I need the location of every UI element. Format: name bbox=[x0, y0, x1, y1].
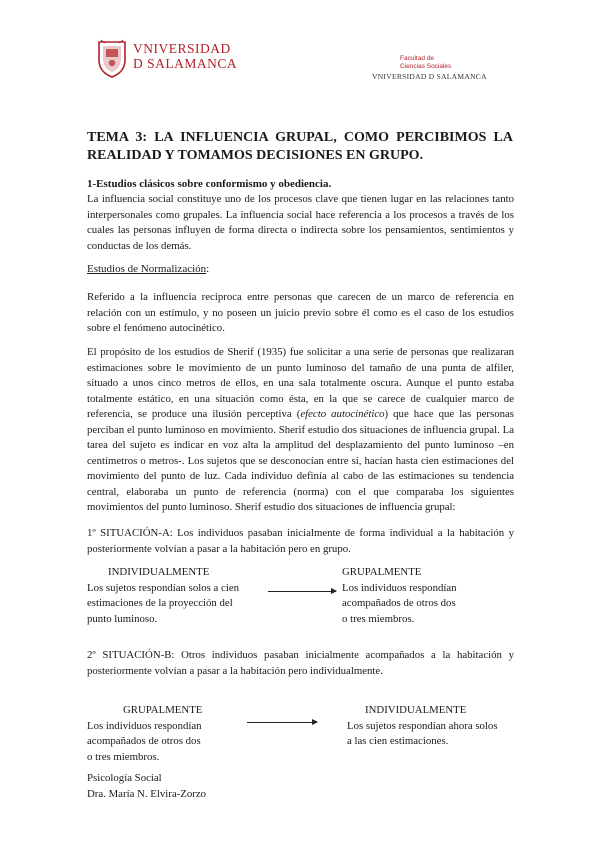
situation-a-right-line1: Los individuos respondían bbox=[342, 581, 457, 594]
arrow-right-icon bbox=[268, 591, 336, 592]
situation-b-text: 2º SITUACIÓN-B: Otros individuos pasaban inicialmente acompañados a la habitación y posteriormente volvían a pasar a la habitación pero individualmente. bbox=[87, 649, 514, 677]
footer bbox=[87, 771, 206, 802]
paragraph-influence: La influencia social constituye uno de los procesos clave que tienen lugar en las relaciones tanto interpersonales como grupales. La influencia social hace referencia a los procesos a través de los cuales las personas influyen de forma directa o indirecta sobre los pensamientos, sentimientos y conductas de los demás. bbox=[87, 193, 514, 252]
situation-a-left bbox=[87, 565, 239, 627]
situation-b-right-line2: a las cien estimaciones. bbox=[347, 735, 449, 747]
situation-b-left-line1: Los individuos respondían bbox=[87, 719, 202, 732]
normalization-subheading bbox=[87, 263, 209, 275]
situation-a-right-line3: o tres miembros. bbox=[342, 612, 415, 625]
sherif-text-a: El propósito de los estudios de Sherif (1935) fue solicitar a una serie de personas que realizaran estimaciones sobre le movimiento de un punto luminoso del tamaño de una punta de alfiler, situado a unos cinco metros de ellos, en una sala totalmente oscura. Aunque el punto estaba totalmente estático, en una situación como ésta, en la que se carece de cualquier marco de referencia, se produce una ilusión perceptiva ( bbox=[87, 346, 514, 420]
situation-a-left-line3: punto luminoso. bbox=[87, 612, 158, 625]
footer-course: Psicología Social bbox=[87, 772, 162, 784]
situation-a-right-line2: acompañados de otros dos bbox=[342, 597, 456, 609]
situation-b-left-line3: o tres miembros. bbox=[87, 750, 160, 763]
subheading-colon: : bbox=[206, 263, 210, 275]
faculty-label bbox=[400, 55, 451, 71]
situation-a-text: 1º SITUACIÓN-A: Los individuos pasaban inicialmente de forma individual a la habitación y posteriormente volvían a pasar a la habitación pero en grupo. bbox=[87, 527, 514, 555]
paragraph-sherif bbox=[87, 345, 514, 516]
situation-a-left-line2: estimaciones de la proyección del bbox=[87, 597, 233, 609]
sherif-text-b: ) que hace que las personas perciban el punto luminoso en movimiento. Sherif estudio dos situaciones de influencia grupal. La tarea del sujeto es indicar en voz alta la amplitud del desplazamiento del punto luminoso –en centímetros o metros-. Los sujetos que se desconocían entre sí, hacían hasta cien estimaciones del movimiento del punto de luz. Cada individuo definía al cabo de las estimaciones su tendencia central, elaboraba un punto de referencia (norma) con el que comparaba los siguientes movimientos del punto luminoso. Sherif estudio dos situaciones de influencia grupal: bbox=[87, 408, 515, 513]
university-name-line1: VNIVERSIDAD bbox=[133, 41, 231, 56]
university-crest-icon bbox=[95, 38, 129, 78]
situation-a-right-head: GRUPALMENTE bbox=[342, 566, 422, 578]
faculty-line2: Ciencias Sociales bbox=[400, 63, 452, 70]
situation-b-right bbox=[347, 703, 498, 750]
footer-author: Dra. María N. Elvira-Zorzo bbox=[87, 787, 207, 800]
section-heading: 1-Estudios clásicos sobre conformismo y obediencia. bbox=[87, 178, 332, 190]
faculty-line1: Facultad de bbox=[400, 55, 434, 62]
document-title: TEMA 3: LA INFLUENCIA GRUPAL, COMO PERCIBIMOS LA REALIDAD Y TOMAMOS DECISIONES EN GRUPO. bbox=[87, 130, 513, 163]
university-logo-text bbox=[133, 41, 237, 71]
situation-b-right-head: INDIVIDUALMENTE bbox=[365, 704, 467, 716]
subheading-text: Estudios de Normalización bbox=[87, 263, 207, 275]
paragraph-normalization: Referido a la influencia reciproca entre personas que carecen de un marco de referencia en relación con un estímulo, y no poseen un juicio previo sobre él como es el caso de los estudios sobre el fenómeno autocinético. bbox=[87, 291, 514, 334]
sherif-italic: efecto autocinético bbox=[300, 408, 385, 420]
situation-a-left-head: INDIVIDUALMENTE bbox=[108, 566, 210, 578]
situation-b-left-line2: acompañados de otros dos bbox=[87, 735, 201, 747]
situation-a-left-line1: Los sujetos respondían solos a cien bbox=[87, 581, 240, 594]
situation-b-right-line1: Los sujetos respondían ahora solos bbox=[347, 719, 498, 732]
situation-b-left bbox=[87, 703, 202, 765]
arrow-right-icon-2 bbox=[247, 722, 317, 723]
university-name-line2: D SALAMANCA bbox=[133, 56, 238, 71]
situation-b-left-head: GRUPALMENTE bbox=[123, 704, 203, 716]
situation-a-right bbox=[342, 565, 457, 627]
university-small-label: VNIVERSIDAD D SALAMANCA bbox=[372, 72, 487, 81]
